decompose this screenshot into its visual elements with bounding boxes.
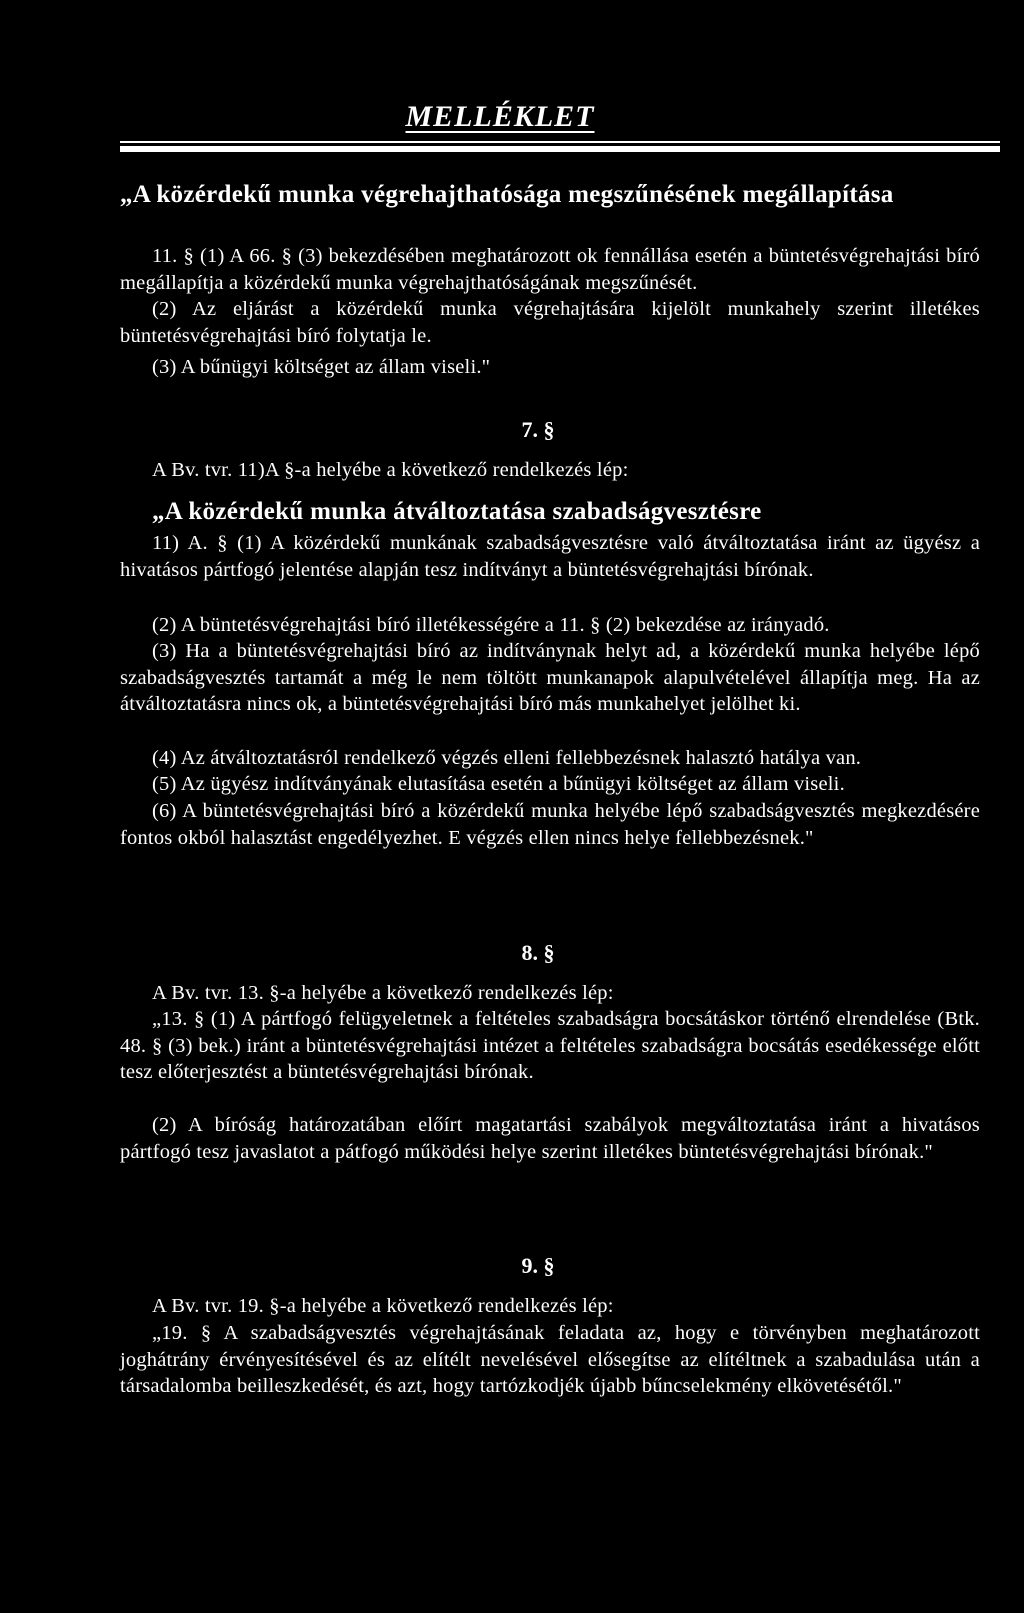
block1-para-2: (2) Az eljárást a közérdekű munka végrehajtására kijelölt munkahely szerint illetékes büntetésvégrehajtási bíró folytatja le.: [120, 298, 980, 347]
section-7-intro: A Bv. tvr. 11)A §-a helyébe a következő rendelkezés lép:: [152, 459, 629, 481]
section-7-para-4: (4) Az átváltoztatásról rendelkező végzés elleni fellebbezésnek halasztó hatálya van.: [152, 747, 862, 769]
section-7-para-3: (3) Ha a büntetésvégrehajtási bíró az indítványnak helyt ad, a közérdekű munka helyébe lépő szabadságvesztés tartamát a még le nem töltött munkanapok alapulvételével állapítja meg. Ha az átváltoztatásra nincs ok, a büntetésvégrehajtási bíró más munkahelyet jelölhet ki.: [120, 640, 980, 715]
header-rule-thin: [120, 141, 1000, 143]
section-8-number: 8. §: [521, 940, 555, 965]
section-8-intro: A Bv. tvr. 13. §-a helyébe a következő rendelkezés lép:: [152, 982, 614, 1004]
block1-para-1: 11. § (1) A 66. § (3) bekezdésében meghatározott ok fennállása esetén a büntetésvégrehajtási bíró megállapítja a közérdekű munka végrehajthatóságának megszűnését.: [120, 245, 980, 294]
header-title: MELLÉKLET: [405, 100, 595, 133]
section-7-para-6: (6) A büntetésvégrehajtási bíró a közérdekű munka helyébe lépő szabadságvesztés megkezdésére fontos okból halasztást engedélyezhet. E végzés ellen nincs helye fellebbezésnek.": [120, 800, 980, 849]
section-7-number: 7. §: [521, 417, 555, 442]
block1-para-3: (3) A bűnügyi költséget az állam viseli.": [152, 356, 491, 378]
section-7-para-2: (2) A büntetésvégrehajtási bíró illetékességére a 11. § (2) bekezdése az irányadó.: [152, 614, 830, 636]
section-9-para-1: „19. § A szabadságvesztés végrehajtásának feladata az, hogy e törvényben meghatározott joghátrány érvényesítésével és az elítélt nevelésével elősegítse az elítéltnek a szabadulása után a társadalomba beilleszkedését, és azt, hogy tartózkodjék újabb bűncselekmény elkövetésétől.": [120, 1322, 980, 1397]
section-8-para-2: (2) A bíróság határozatában előírt magatartási szabályok megváltoztatása iránt a hivatásos pártfogó tesz javaslatot a pátfogó működési helye szerint illetékes büntetésvégrehajtási bírónak.": [120, 1114, 980, 1163]
header-rule-thick: [120, 146, 1000, 152]
section-9-intro: A Bv. tvr. 19. §-a helyébe a következő rendelkezés lép:: [152, 1295, 614, 1317]
section-8-para-1: „13. § (1) A pártfogó felügyeletnek a feltételes szabadságra bocsátáskor történő elrendelése (Btk. 48. § (3) bek.) iránt a büntetésvégrehajtási intézet a feltételes szabadságra bocsátás esedékessége előtt tesz előterjesztést a büntetésvégrehajtási bírónak.: [120, 1008, 980, 1083]
section-7-heading: „A közérdekű munka átváltoztatása szabadságvesztésre: [152, 498, 762, 525]
section-9-number: 9. §: [521, 1253, 555, 1278]
section-7-para-1: 11) A. § (1) A közérdekű munkának szabadságvesztésre való átváltoztatása iránt az ügyész a hivatásos pártfogó jelentése alapján tesz indítványt a büntetésvégrehajtási bírónak.: [120, 532, 980, 581]
block1-heading: „A közérdekű munka végrehajthatósága megszűnésének megállapítása: [120, 181, 894, 208]
section-7-para-5: (5) Az ügyész indítványának elutasítása esetén a bűnügyi költséget az állam viseli.: [152, 773, 845, 795]
